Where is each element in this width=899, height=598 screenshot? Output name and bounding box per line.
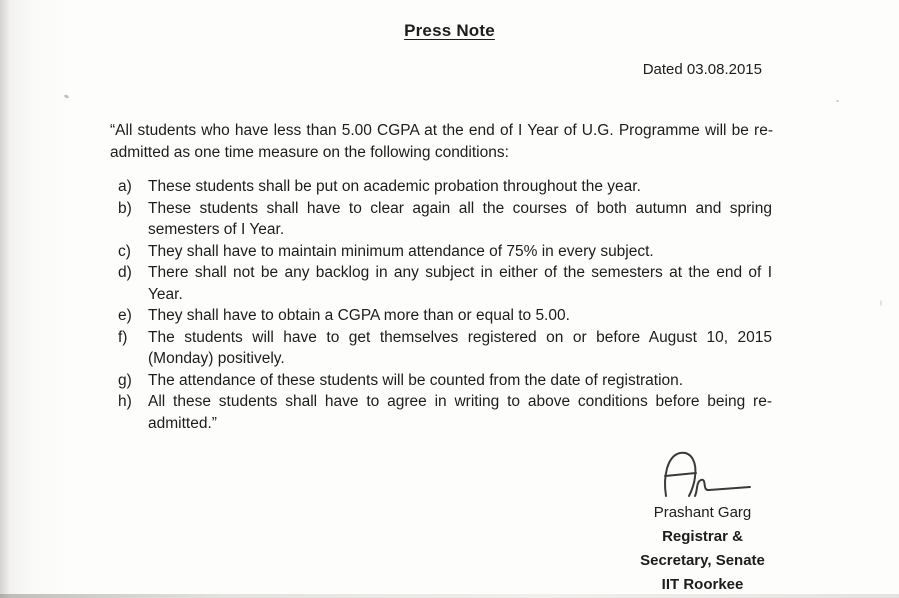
signatory-name: Prashant Garg bbox=[653, 504, 752, 521]
condition-label: e) bbox=[118, 307, 132, 324]
condition-text: All these students shall have to agree in writing to above conditions before being re-admitted.” bbox=[148, 393, 772, 432]
scan-artifact bbox=[64, 94, 70, 99]
condition-item-a bbox=[118, 176, 772, 198]
condition-text: They shall have to maintain minimum attendance of 75% in every subject. bbox=[148, 242, 654, 260]
scan-artifact bbox=[836, 100, 839, 102]
signatory-designation-1: Registrar & bbox=[662, 528, 743, 545]
scan-artifact bbox=[880, 300, 882, 306]
condition-item-b bbox=[118, 198, 772, 241]
condition-label: g) bbox=[118, 371, 132, 389]
signatory-designation-3: IIT Roorkee bbox=[661, 576, 744, 593]
condition-text: These students shall have to clear again all the courses of both autumn and spring semesters of I Year. bbox=[148, 199, 772, 238]
signatory-designation-2: Secretary, Senate bbox=[640, 552, 765, 569]
conditions-list bbox=[118, 176, 772, 434]
scan-edge-shadow bbox=[0, 0, 10, 598]
intro-paragraph: “All students who have less than 5.00 CGPA at the end of I Year of U.G. Programme will be re-admitted as one time measure on the following conditions: bbox=[110, 122, 773, 161]
condition-label: b) bbox=[118, 199, 132, 217]
condition-label: f) bbox=[118, 328, 128, 346]
condition-text: The students will have to get themselves registered on or before August 10, 2015 (Monday) positively. bbox=[148, 328, 772, 367]
condition-item-d bbox=[118, 262, 772, 305]
condition-item-f bbox=[118, 327, 772, 370]
date-line: Dated 03.08.2015 bbox=[642, 61, 762, 78]
condition-text: They shall have to obtain a CGPA more than or equal to 5.00. bbox=[148, 307, 570, 324]
condition-item-h bbox=[118, 391, 772, 434]
signature-icon bbox=[652, 447, 757, 499]
document-title bbox=[0, 0, 899, 41]
scan-bottom-edge bbox=[0, 594, 899, 598]
document-title-text: Press Note bbox=[404, 21, 495, 40]
condition-text: There shall not be any backlog in any subject in either of the semesters at the end of I Year. bbox=[148, 264, 772, 303]
signature-block bbox=[620, 447, 785, 597]
condition-text: The attendance of these students will be counted from the date of registration. bbox=[148, 371, 684, 389]
condition-label: d) bbox=[118, 264, 132, 281]
condition-label: a) bbox=[118, 178, 132, 195]
condition-item-c bbox=[118, 241, 772, 263]
condition-label: h) bbox=[118, 393, 132, 410]
condition-label: c) bbox=[118, 242, 131, 260]
condition-item-g bbox=[118, 370, 772, 392]
condition-text: These students shall be put on academic probation throughout the year. bbox=[148, 178, 641, 195]
condition-item-e bbox=[118, 305, 772, 327]
